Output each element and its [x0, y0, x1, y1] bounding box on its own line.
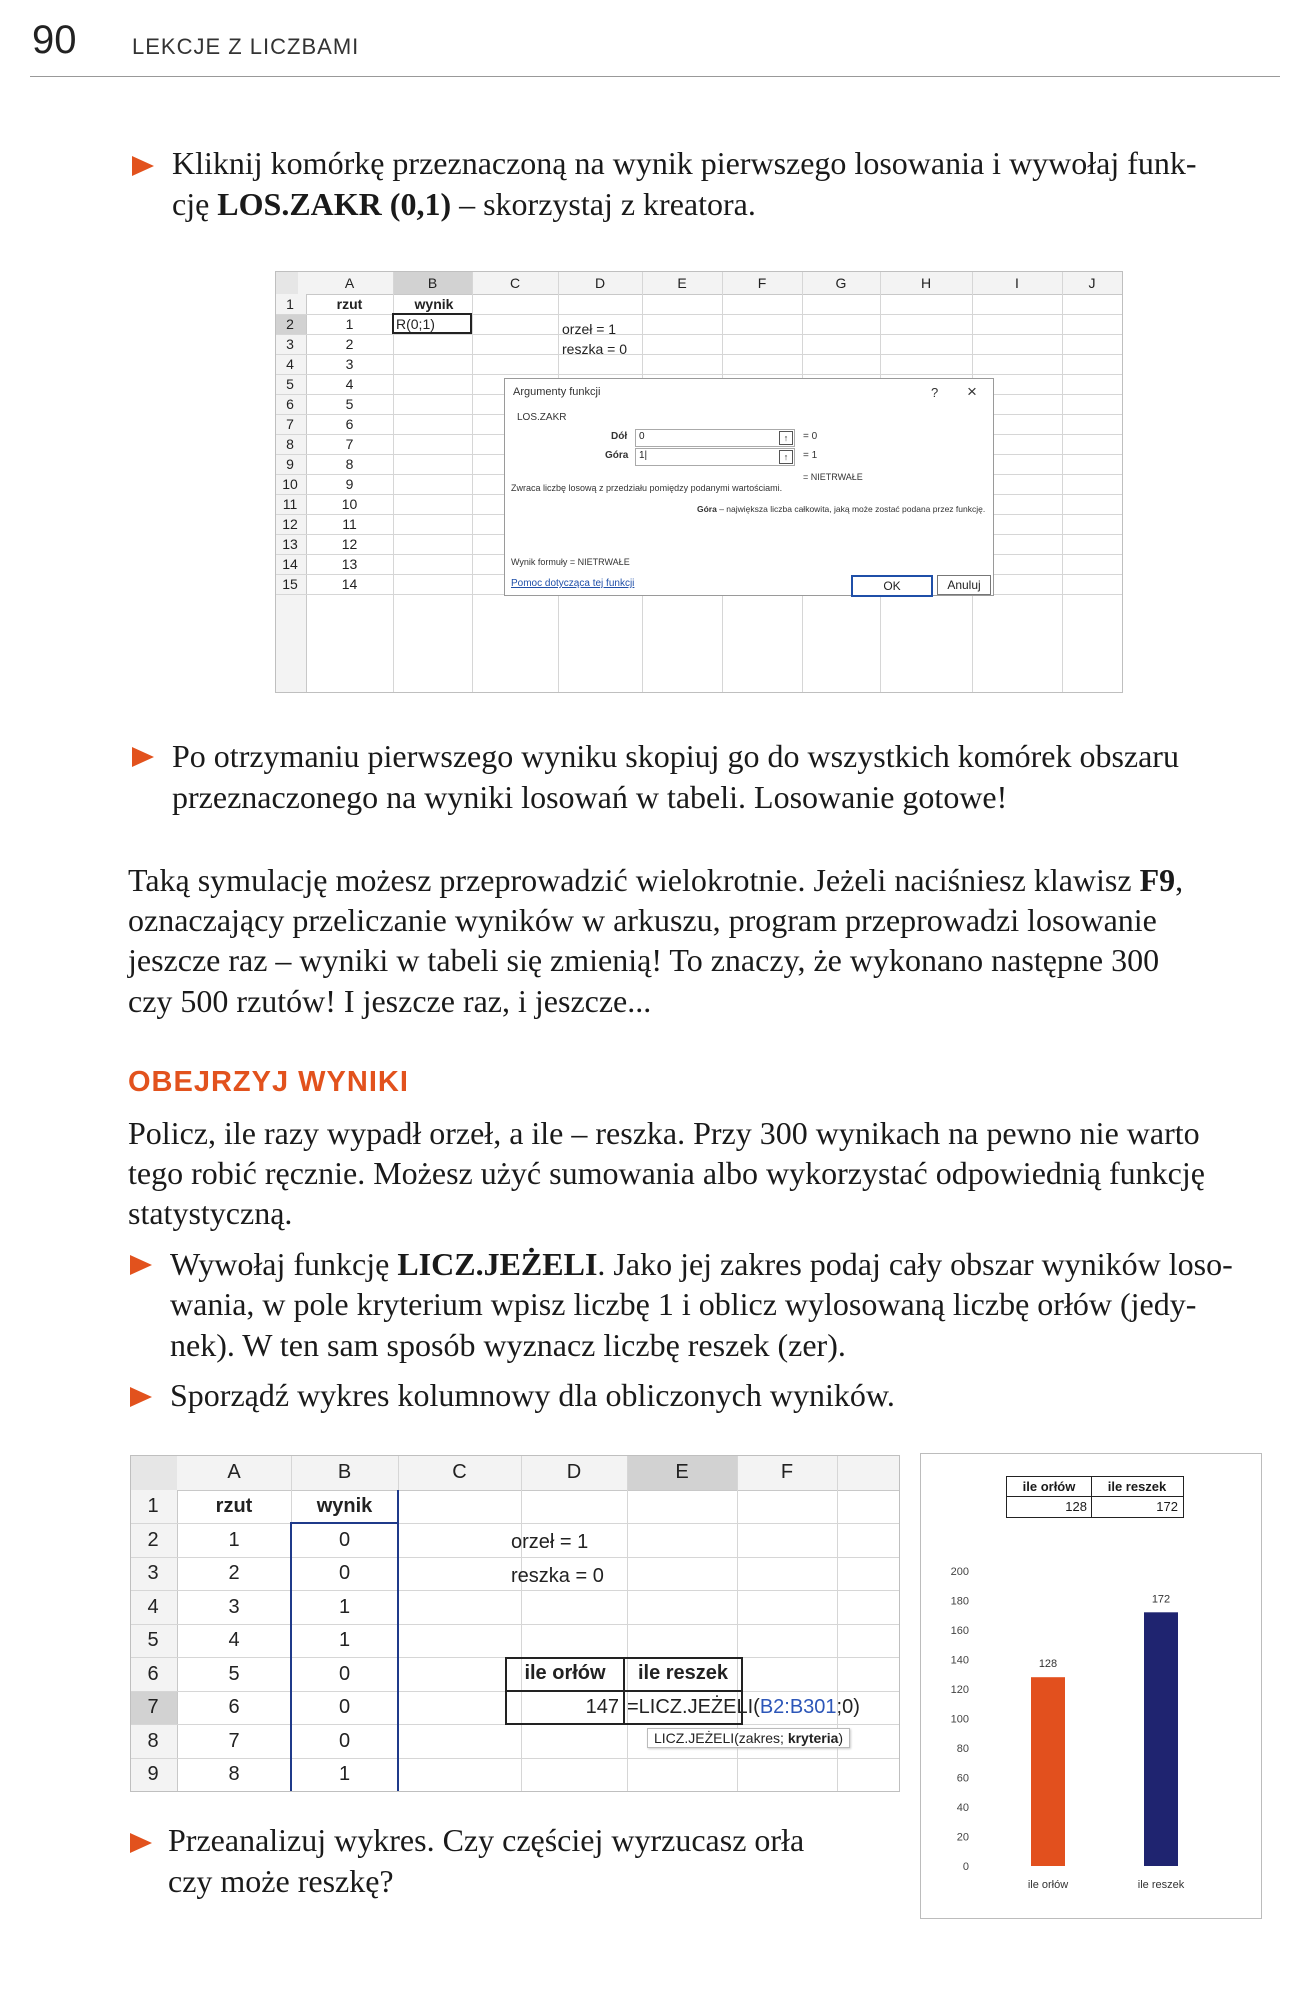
column-header[interactable]: A	[344, 275, 355, 291]
para-1-line-2: oznaczający przeliczanie wyników w arkuszu, program przeprowadzi losowanie	[128, 902, 1157, 938]
grid-line	[276, 334, 1122, 335]
grid-line	[131, 1590, 899, 1591]
chart-table-head-reszki: ile reszek	[1107, 1479, 1167, 1494]
bullet-3-line-1: Wywołaj funkcję LICZ.JEŻELI. Jako jej zakres podaj cały obszar wyników loso-	[170, 1246, 1233, 1282]
spreadsheet-screenshot-2	[130, 1455, 900, 1792]
grid-line	[131, 1791, 899, 1792]
row-header[interactable]: 3	[147, 1562, 159, 1584]
row-header[interactable]: 9	[147, 1763, 159, 1785]
row-header[interactable]: 14	[282, 556, 298, 572]
cell-rzut[interactable]: 8	[345, 456, 354, 472]
collapse-dialog-icon[interactable]: ↑	[779, 431, 793, 445]
cell-wynik[interactable]: 0	[338, 1729, 351, 1752]
cell-rzut[interactable]: 4	[345, 376, 354, 392]
result-volatile: = NIETRWAŁE	[803, 472, 863, 482]
active-cell-b2[interactable]	[392, 313, 472, 334]
bar-orly	[1031, 1677, 1065, 1866]
bar-chart	[921, 1454, 1261, 1918]
column-header[interactable]: B	[427, 275, 438, 291]
column-header[interactable]: E	[677, 275, 687, 291]
grid-line	[276, 354, 1122, 355]
cell-rzut[interactable]: 9	[345, 476, 354, 492]
cell-wynik[interactable]: wynik	[316, 1495, 373, 1517]
arg-gora-label: Góra	[605, 450, 629, 461]
column-header[interactable]: F	[780, 1461, 794, 1483]
grid-line	[1122, 272, 1123, 692]
row-header[interactable]: 4	[147, 1595, 159, 1618]
column-header[interactable]: G	[835, 275, 847, 291]
cell-wynik[interactable]: R(0;1)	[396, 316, 435, 332]
column-header[interactable]: A	[227, 1461, 241, 1483]
arg-dol-result: = 0	[803, 431, 818, 442]
bullet-1-line-2: cję LOS.ZAKR (0,1) – skorzystaj z kreatora.	[172, 186, 756, 222]
row-header[interactable]: 6	[286, 396, 294, 412]
dialog-title: Argumenty funkcji	[513, 386, 601, 398]
cell-wynik[interactable]: wynik	[414, 296, 454, 312]
column-header[interactable]: D	[594, 275, 606, 291]
row-header[interactable]: 7	[147, 1696, 159, 1718]
y-tick-label: 180	[950, 1595, 969, 1608]
row-header[interactable]: 13	[282, 536, 298, 552]
collapse-dialog-icon[interactable]: ↑	[779, 450, 793, 464]
y-tick-label: 140	[950, 1654, 969, 1667]
row-header[interactable]: 9	[286, 456, 294, 472]
cell-wynik[interactable]: 0	[338, 1562, 351, 1584]
note-orzel: orzeł = 1	[511, 1531, 589, 1553]
bullet-arrow-icon	[132, 747, 154, 767]
cell-rzut[interactable]: 8	[228, 1763, 240, 1785]
para-2-line-2: tego robić ręcznie. Możesz użyć sumowania albo wykorzystać odpowiednią funkcję	[128, 1155, 1205, 1191]
bullet-arrow-icon	[130, 1833, 152, 1853]
select-all-corner[interactable]	[131, 1456, 177, 1490]
column-header[interactable]: D	[566, 1461, 582, 1483]
bullet-5-line-1: Przeanalizuj wykres. Czy częściej wyrzucasz orła	[168, 1822, 805, 1858]
cell-rzut[interactable]: 2	[228, 1562, 240, 1584]
category-label: ile reszek	[1137, 1879, 1185, 1891]
help-link[interactable]: Pomoc dotycząca tej funkcji	[511, 578, 635, 589]
row-header[interactable]: 15	[282, 576, 298, 592]
row-header[interactable]: 11	[282, 496, 298, 512]
cell-rzut[interactable]: 1	[345, 316, 354, 332]
note-orzel: orzeł = 1	[562, 321, 617, 337]
column-header[interactable]: J	[1088, 275, 1096, 291]
category-label: ile orłów	[1027, 1879, 1069, 1891]
help-icon[interactable]: ?	[931, 385, 939, 400]
y-tick-label: 120	[950, 1684, 969, 1696]
formula-cell[interactable]: =LICZ.JEŻELI(B2:B301;0)	[627, 1696, 860, 1718]
column-header[interactable]: B	[337, 1461, 352, 1483]
cell-rzut[interactable]: 10	[341, 496, 358, 512]
y-tick-label: 20	[956, 1831, 969, 1844]
cell-rzut[interactable]: 14	[341, 576, 358, 592]
para-1-line-4: czy 500 rzutów! I jeszcze raz, i jeszcze...	[128, 983, 652, 1019]
spreadsheet-screenshot-1	[275, 271, 1123, 693]
y-tick-label: 80	[956, 1743, 969, 1755]
cancel-button[interactable]: Anuluj	[937, 575, 991, 595]
para-1-line-3: jeszcze raz – wyniki w tabeli się zmienią! To znaczy, że wykonano następne 300	[128, 942, 1160, 978]
bullet-arrow-icon	[130, 1255, 152, 1275]
grid-line	[131, 1557, 899, 1558]
arg-gora-result: = 1	[803, 450, 818, 461]
grid-line	[1062, 272, 1063, 692]
arg-gora-input[interactable]: 1|	[635, 448, 795, 466]
column-header[interactable]: I	[1015, 275, 1019, 291]
cell-rzut[interactable]: 12	[341, 536, 358, 552]
bar-reszki	[1144, 1612, 1178, 1866]
function-arguments-dialog[interactable]	[504, 378, 994, 596]
cell-rzut[interactable]: 6	[345, 416, 354, 432]
row-header[interactable]: 3	[286, 336, 294, 352]
cell-wynik[interactable]: 0	[338, 1662, 351, 1685]
bullet-arrow-icon	[130, 1387, 152, 1407]
formula-result: Wynik formuły = NIETRWAŁE	[511, 557, 630, 567]
row-header[interactable]: 8	[147, 1729, 159, 1752]
grid-line	[131, 1624, 899, 1625]
value-orly: 147	[585, 1696, 619, 1718]
column-header[interactable]: C	[509, 275, 521, 291]
grid-line	[276, 374, 1122, 375]
formula-tooltip: LICZ.JEŻELI(zakres; kryteria)	[647, 1728, 850, 1748]
bullet-2-line-1: Po otrzymaniu pierwszego wyniku skopiuj go do wszystkich komórek obszaru	[172, 738, 1179, 774]
grid-line	[131, 1758, 899, 1759]
chart-table-head-orly: ile orłów	[1022, 1479, 1076, 1494]
row-header[interactable]: 10	[282, 476, 298, 492]
close-icon[interactable]: ×	[967, 382, 977, 401]
chart-table-val-reszki: 172	[1156, 1499, 1178, 1514]
cell-wynik[interactable]: 1	[338, 1763, 351, 1785]
row-header[interactable]: 12	[282, 516, 298, 532]
data-label: 172	[1151, 1593, 1171, 1606]
cell-rzut[interactable]: 13	[341, 556, 358, 572]
table-header-reszki: ile reszek	[637, 1662, 729, 1684]
bullet-2-line-2: przeznaczonego na wyniki losowań w tabeli. Losowanie gotowe!	[172, 779, 1008, 815]
chart-table-val-orly: 128	[1065, 1499, 1087, 1514]
cell-rzut[interactable]: 3	[228, 1595, 240, 1618]
bullet-1-line-1: Kliknij komórkę przeznaczoną na wynik pierwszego losowania i wywołaj funk-	[172, 145, 1197, 181]
page-number: 90	[32, 18, 77, 62]
cell-rzut[interactable]: 5	[228, 1662, 240, 1685]
row-header[interactable]: 8	[286, 436, 294, 452]
range-highlight-top	[290, 1522, 399, 1524]
arg-dol-label: Dół	[611, 431, 628, 442]
range-highlight-left	[290, 1523, 292, 1791]
cell-wynik[interactable]: 1	[338, 1595, 351, 1618]
column-header[interactable]: H	[920, 275, 932, 291]
bullet-4-text: Sporządź wykres kolumnowy dla obliczonych wyników.	[170, 1377, 895, 1413]
function-description: Zwraca liczbę losową z przedziału pomiędzy podanymi wartościami.	[511, 483, 783, 493]
cell-rzut[interactable]: 6	[228, 1696, 240, 1718]
y-tick-label: 60	[956, 1772, 969, 1785]
row-header[interactable]: 4	[286, 356, 294, 372]
column-header[interactable]: E	[675, 1461, 689, 1483]
data-label: 128	[1038, 1658, 1058, 1671]
cell-rzut[interactable]: rzut	[336, 296, 363, 312]
column-header[interactable]: F	[757, 275, 767, 291]
column-header[interactable]: C	[452, 1461, 467, 1483]
y-tick-label: 100	[950, 1713, 969, 1726]
cell-wynik[interactable]: 0	[338, 1528, 351, 1551]
table-header-orly: ile orłów	[524, 1662, 606, 1684]
bullet-arrow-icon	[132, 156, 154, 176]
row-header[interactable]: 1	[286, 296, 294, 312]
cell-rzut[interactable]: 4	[228, 1629, 240, 1651]
note-reszka: reszka = 0	[511, 1565, 604, 1587]
cell-rzut[interactable]: rzut	[215, 1495, 253, 1517]
cell-rzut[interactable]: 5	[345, 396, 354, 412]
cell-rzut[interactable]: 7	[345, 436, 354, 452]
note-reszka: reszka = 0	[562, 341, 627, 357]
cell-rzut[interactable]: 2	[345, 336, 354, 352]
row-header[interactable]: 7	[286, 416, 294, 432]
y-tick-label: 0	[962, 1861, 969, 1873]
row-header[interactable]: 2	[286, 316, 294, 332]
y-tick-label: 200	[950, 1566, 969, 1578]
cell-rzut[interactable]: 3	[345, 356, 354, 372]
arg-dol-input[interactable]: 0	[635, 429, 795, 447]
row-header[interactable]: 2	[147, 1528, 159, 1551]
bullet-3-line-3: nek). W ten sam sposób wyznacz liczbę reszek (zer).	[170, 1327, 846, 1363]
row-header[interactable]: 6	[147, 1662, 159, 1685]
bullet-3-line-2: wania, w pole kryterium wpisz liczbę 1 i oblicz wylosowaną liczbę orłów (jedy-	[170, 1286, 1197, 1322]
grid-line	[472, 272, 473, 692]
section-title: OBEJRZYJ WYNIKI	[128, 1066, 409, 1098]
running-title: LEKCJE Z LICZBAMI	[132, 34, 360, 59]
header-rule	[30, 76, 1280, 77]
cell-wynik[interactable]: 0	[338, 1696, 351, 1718]
cell-rzut[interactable]: 11	[342, 516, 357, 532]
row-header[interactable]: 5	[286, 376, 294, 392]
row-header[interactable]: 5	[147, 1629, 159, 1651]
argument-description: Góra – największa liczba całkowita, jaką może zostać podana przez funkcję.	[697, 504, 986, 514]
para-2-line-3: statystyczną.	[128, 1195, 293, 1231]
para-1-line-1: Taką symulację możesz przeprowadzić wielokrotnie. Jeżeli naciśniesz klawisz F9,	[128, 862, 1184, 898]
bullet-5-line-2: czy może reszkę?	[168, 1863, 394, 1899]
ok-button[interactable]: OK	[851, 575, 933, 597]
select-all-corner[interactable]	[276, 272, 298, 294]
y-tick-label: 40	[956, 1802, 969, 1814]
row-header[interactable]: 1	[147, 1495, 159, 1517]
cell-rzut[interactable]: 1	[228, 1528, 240, 1551]
para-2-line-1: Policz, ile razy wypadł orzeł, a ile – reszka. Przy 300 wynikach na pewno nie warto	[128, 1115, 1200, 1151]
cell-rzut[interactable]: 7	[228, 1729, 240, 1752]
grid-line	[131, 1523, 899, 1524]
range-highlight-right	[397, 1490, 399, 1791]
chart-panel	[920, 1453, 1262, 1919]
function-name: LOS.ZAKR	[517, 412, 567, 423]
cell-wynik[interactable]: 1	[338, 1629, 351, 1651]
y-tick-label: 160	[950, 1625, 969, 1637]
grid-line	[393, 272, 394, 692]
